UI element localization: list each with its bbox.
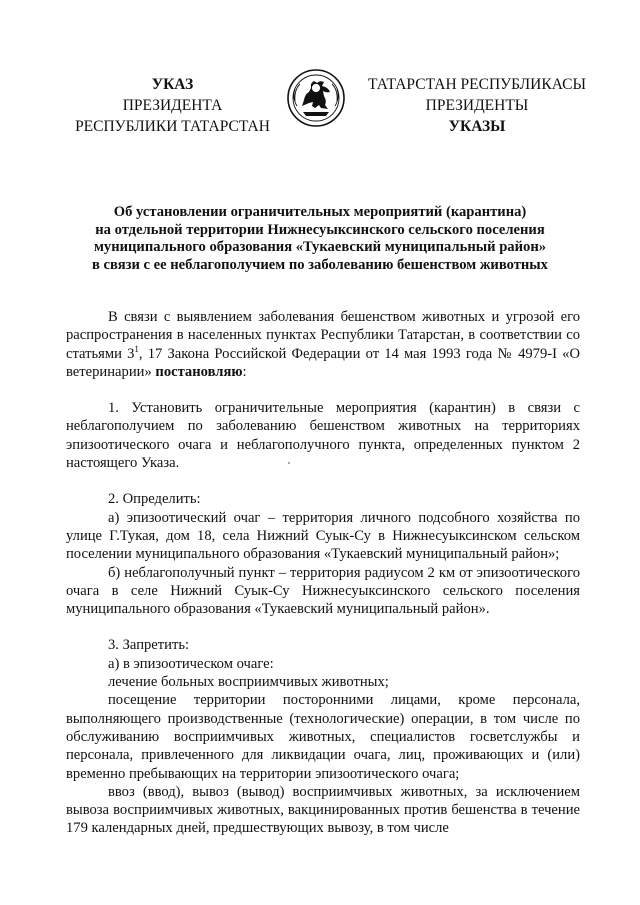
item-2-heading: 2. Определить: [108,491,201,508]
item-3-paragraph: посещение территории посторонними лицами, кроме персонала, выполняющего производственные (технологические) операции, в том числе по обслуживанию восприимчивых животных, специалистов госветслужбы и персонала, привлеченного для ликвидации очага, лиц, проживающих и (или) временно пребывающих на территории эпизоотического очага; [66,692,580,782]
item-3-paragraph: ввоз (ввод), вывоз (вывод) восприимчивых животных, за исключением вывоза восприимчивых животных, вакцинированных против бешенства в течение 179 календарных дней, предшествующих вывозу, в том числе [66,783,580,837]
item-1: 1. Установить ограничительные мероприятия (карантин) в связи с неблагополучием по заболеванию бешенством животных на территориях эпизоотического очага и неблагополучного пункта, определенных пунктом 2 настоящего Указа. [66,400,580,472]
item-3-paragraph: лечение больных восприимчивых животных; [108,674,389,691]
header-left-line: РЕСПУБЛИКИ ТАТАРСТАН [75,118,270,135]
header-left-line: ПРЕЗИДЕНТА [122,97,223,114]
intro-paragraph [66,308,580,381]
coat-of-arms-emblem [286,68,346,128]
item-2b: б) неблагополучный пункт – территория радиусом 2 км от эпизоотического очага в селе Нижний Суык-Су Нижнесуыксинского сельского поселения муниципального образования «Тукаевский муниципальный район». [66,564,580,618]
intro-text: В связи с выявлением заболевания бешенством животных и угрозой его распространения в населенных пунктах Республики Татарстан, в соответствии со статьями 3 [66,309,580,362]
header-right-line: ТАТАРСТАН РЕСПУБЛИКАСЫ [368,76,586,93]
header-left-line: УКАЗ [151,76,194,93]
header-right-line: УКАЗЫ [448,118,506,135]
header-right-line: ПРЕЗИДЕНТЫ [425,97,529,114]
header-left [55,74,290,137]
article-superscript: 1 [134,343,139,354]
item-3a: а) в эпизоотическом очаге: [108,655,274,672]
title-line: муниципального образования «Тукаевский муниципальный район» [93,239,547,256]
intro-text-continued: , 17 Закона Российской Федерации от 14 мая 1993 года № 4979-I «О ветеринарии» [66,345,580,380]
decree-title [60,204,580,274]
title-line: на отдельной территории Нижнесуыксинского сельского поселения [95,221,545,238]
title-line: в связи с ее неблагополучием по заболеванию бешенством животных [92,256,548,273]
decree-body [66,308,580,838]
header-right [362,74,592,137]
item-2a: а) эпизоотический очаг – территория личного подсобного хозяйства по улице Г.Тукая, дом 18, села Нижний Суык-Су в Нижнесуыксинском сельском поселении муниципального образования «Тукаевский муниципальный район»; [66,509,580,563]
item-3-heading: 3. Запретить: [108,637,190,654]
decree-word: постановляю [155,363,243,380]
title-line: Об установлении ограничительных мероприятий (карантина) [113,204,527,220]
intro-colon: : [242,363,247,380]
